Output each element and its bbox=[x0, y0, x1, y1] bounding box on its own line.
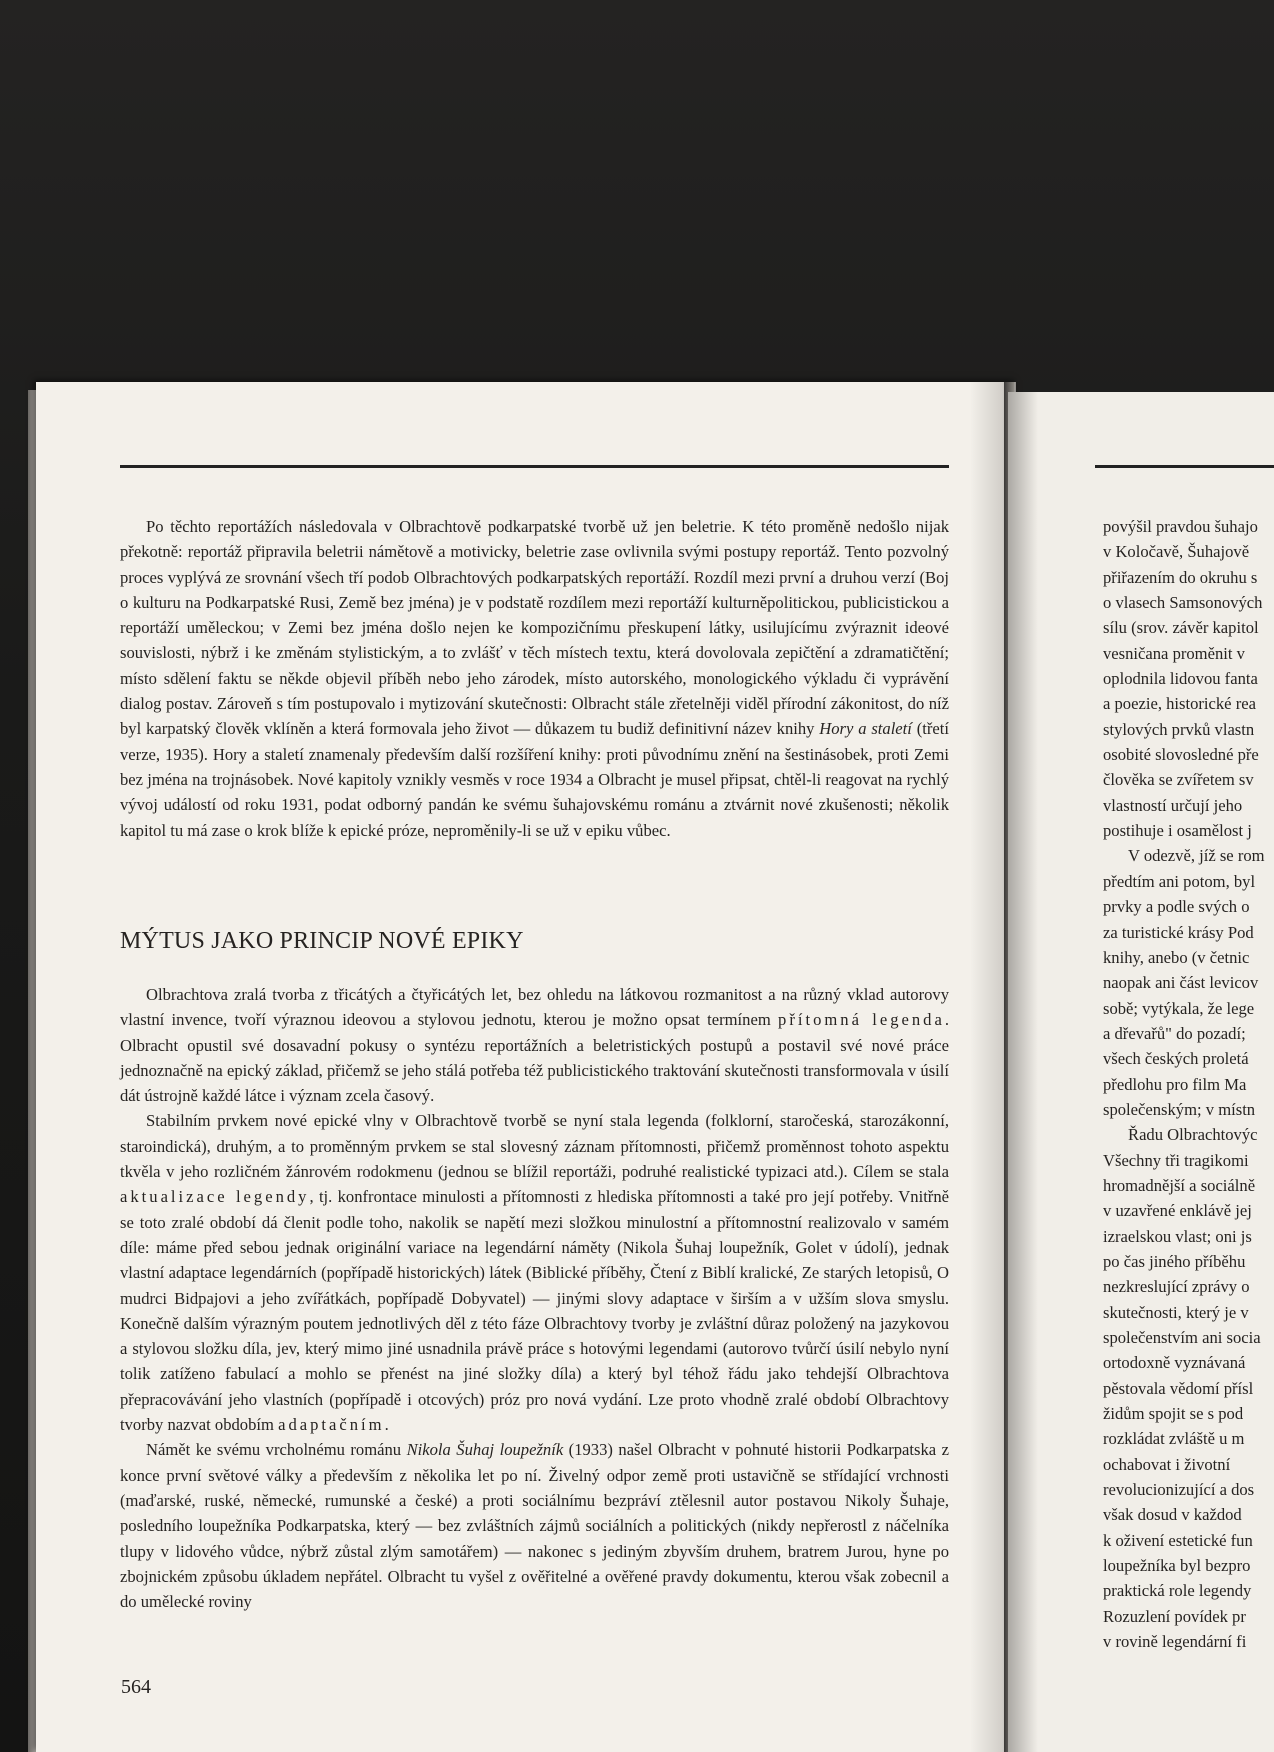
right-page-line: židům spojit se s pod bbox=[1103, 1404, 1244, 1424]
right-page-text bbox=[1103, 514, 1274, 1654]
right-page-line: skutečnosti, který je v bbox=[1103, 1302, 1249, 1322]
right-page-line: nezkreslující zprávy o bbox=[1103, 1277, 1250, 1297]
right-page-line: pěstovala vědomí přísl bbox=[1103, 1378, 1254, 1398]
right-page-line: rozkládat zvláště u m bbox=[1103, 1429, 1245, 1449]
term: adaptačním bbox=[278, 1415, 385, 1435]
intro-text bbox=[120, 514, 949, 843]
right-page-line: naopak ani část levicov bbox=[1103, 973, 1259, 993]
right-page-line: a dřevařů" do pozadí; bbox=[1103, 1023, 1246, 1043]
book-title: Hory a staletí bbox=[819, 719, 912, 739]
right-page-line: sílu (srov. závěr kapitol bbox=[1103, 618, 1259, 638]
right-page-line: v Koločavě, Šuhajově bbox=[1103, 542, 1250, 562]
right-page-line: společenstvím ani socia bbox=[1103, 1328, 1261, 1347]
right-page-line: ochabovat i životní bbox=[1103, 1454, 1231, 1474]
section-heading: MÝTUS JAKO PRINCIP NOVÉ EPIKY bbox=[120, 928, 524, 954]
right-page-line: stylových prvků vlastn bbox=[1103, 719, 1255, 739]
right-page-line: všech českých proletá bbox=[1103, 1049, 1249, 1069]
term: aktualizace legendy bbox=[120, 1187, 310, 1207]
right-page-line: oplodnila lidovou fanta bbox=[1103, 669, 1258, 689]
right-page-line: sobě; vytýkala, že lege bbox=[1103, 998, 1255, 1018]
paragraph: Olbrachtova zralá tvorba z třicátých a čtyřicátých let, bez ohledu na látkovou rozmanitost a na různý vklad autorovy vlastní invence, tvoří výraznou ideovou a stylovou jednotu, kterou je možno opsat termínem přítomná legenda. Olbracht opustil své dosavadní pokusy o syntézu reportážních a beletristických postupů a postavil své nové práce jednoznačně na epický základ, přičemž se jeho stálá potřeba též publicistického traktování skutečnosti transformovala v úsilí dát ústrojně každé látce i význam zcela časový. bbox=[120, 985, 949, 1106]
right-page-line: po čas jiného příběhu bbox=[1103, 1251, 1246, 1271]
term: přítomná legenda bbox=[778, 1010, 945, 1030]
right-page-line: v uzavřené enklávě jej bbox=[1103, 1201, 1252, 1221]
right-page-line: v rovině legendární fi bbox=[1103, 1632, 1247, 1652]
novel-title: Nikola Šuhaj loupežník bbox=[406, 1440, 564, 1460]
right-page-line: a poezie, historické rea bbox=[1103, 694, 1256, 714]
header-rule-left bbox=[120, 465, 949, 468]
right-page-line: předtím ani potom, byl bbox=[1103, 871, 1256, 891]
paragraph: Námět ke svému vrcholnému románu Nikola Šuhaj loupežník (1933) našel Olbracht v pohnuté historii Podkarpatska z konce první světové války a především z několika let po ní. Živelný odpor země proti ustavičně se střídající vrchnosti (maďarské, ruské, německé, rumunské a české) a proti sociálnímu bezpráví ztělesnil autor postavou Nikoly Šuhaje, posledního loupežníka Podkarpatska, který — bez zvláštních zájmů sociálních a politických (nikdy nepřerostl z náčelníka tlupy v lidového vůdce, nýbrž zůstal zlým samotářem) — nakonec s jediným zbyvším druhem, bratrem Jurou, hyne po zbojnickém způsobu úkladem nepřátel. Olbracht tu vyšel z ověřitelné a ověřené pravdy dokumentu, kterou však zobecnil a do umělecké roviny bbox=[120, 1440, 949, 1612]
section-text bbox=[120, 982, 949, 1614]
right-page-line: však dosud v každod bbox=[1103, 1505, 1242, 1525]
right-page-line: V odezvě, jíž se rom bbox=[1128, 846, 1265, 866]
right-page-line: k oživení estetické fun bbox=[1103, 1530, 1253, 1550]
right-page-line: za turistické krásy Pod bbox=[1103, 922, 1254, 942]
right-page-line: loupežníka byl bezpro bbox=[1103, 1556, 1251, 1576]
right-page-line: společenským; v místn bbox=[1103, 1099, 1256, 1119]
right-page-line: prvky a podle svých o bbox=[1103, 897, 1250, 917]
header-rule-right bbox=[1095, 465, 1274, 468]
paragraph: Stabilním prvkem nové epické vlny v Olbrachtově tvorbě se nyní stala legenda (folklorní, staročeská, starozákonní, staroindická), druhým, a to proměnným prvkem se stal slovesný záznam přítomnosti, přičemž proměnnost tohoto aspektu tkvěla v jeho rozličném žánrovém rodokmenu (jednou se blížil reportáži, podruhé realistické typizaci atd.). Cílem se stala aktualizace legendy, tj. konfrontace minulosti a přítomnosti z hlediska přítomnosti a také pro její potřeby. Vnitřně se toto zralé období dá členit podle toho, nakolik se napětí mezi složkou minulostní a přítomnostní realizovalo v samém díle: máme před sebou jednak originální variace na legendární náměty (Nikola Šuhaj loupežník, Golet v údolí), jednak vlastní adaptace legendárních (popřípadě historických) látek (Biblické příběhy, Čtení z Biblí kralické, Ze starých letopisů, O mudrci Bidpajovi a jeho zvířátkách, popřípadě Dobyvatel) — jinými slovy adaptace v širším a v užším slova smyslu. Konečně dalším výrazným poutem jednotlivých děl z této fáze Olbrachtovy tvorby je zvláštní důraz položený na jazykovou a stylovou složku díla, jev, který mimo jiné usnadnila právě práce s hotovými legendami (autorovo tvůrčí úsilí nebylo nyní tolik zatíženo fabulací a mohlo se přenést na jiné složky díla) a který byl téhož řádu jako tehdejší Olbrachtova přepracovávání jeho vlastních (popřípadě i otcových) próz pro nová vydání. Lze proto vhodně zralé období Olbrachtovy tvorby nazvat obdobím adaptačním. bbox=[120, 1111, 949, 1435]
right-page-line: vesničana proměnit v bbox=[1103, 643, 1245, 663]
right-page-line: povýšil pravdou šuhajo bbox=[1103, 517, 1258, 536]
right-page-line: knihy, anebo (v četnic bbox=[1103, 947, 1250, 967]
right-page-line: přiřazením do okruhu s bbox=[1103, 567, 1258, 587]
right-page-line: Rozuzlení povídek pr bbox=[1103, 1606, 1246, 1626]
right-page-line: praktická role legendy bbox=[1103, 1581, 1252, 1601]
paragraph: Po těchto reportážích následovala v Olbrachtově podkarpatské tvorbě už jen beletrie. K této proměně nedošlo nijak překotně: reportáž připravila beletrii námětově a motivicky, beletrie zase ovlivnila svými postupy reportáž. Tento pozvolný proces vyplývá ze srovnání všech tří podob Olbrachtových podkarpatských reportáží. Rozdíl mezi první a druhou verzí (Boj o kulturu na Podkarpatské Rusi, Země bez jména) je v podstatě rozdílem mezi reportáží kulturněpolitickou, publicistickou a reportáží uměleckou; v Zemi bez jména došlo nejen ke kompozičnímu přeskupení látky, usilujícímu zvýraznit ideové souvislosti, nýbrž i ke změnám stylistickým, a to zvlášť v těch místech textu, která dovolovala zepičtění a zdramatičtění; místo sdělení faktu se někde objevil příběh nebo jeho zárodek, místo autorského, monologického výkladu či vyprávění dialog postav. Zároveň s tím postupovalo i mytizování skutečnosti: Olbracht stále zřetelněji viděl přírodní zákonitost, do níž byl karpatský člověk vklíněn a která formovala jeho život — důkazem tu budiž definitivní název knihy Hory a staletí (třetí verze, 1935). Hory a staletí znamenaly především další rozšíření knihy: proti původnímu znění na šestinásobek, proti Zemi bez jména na trojnásobek. Nové kapitoly vznikly vesměs v roce 1934 a Olbracht je musel připsat, chtěl-li reagovat na rychlý vývoj událostí od roku 1931, podat odborný pandán ke svému šuhajovskému románu a ztvárnit nové zkušenosti; několik kapitol tu má zase o krok blíže k epické próze, neproměnily-li se už v epiku vůbec. bbox=[120, 517, 949, 840]
right-page-line: vlastností určují jeho bbox=[1103, 795, 1243, 815]
right-page-line: postihuje i osamělost j bbox=[1103, 821, 1252, 841]
right-page-line: o vlasech Samsonových bbox=[1103, 593, 1263, 613]
right-page-line: Řadu Olbrachtovýc bbox=[1128, 1125, 1258, 1145]
page-number: 564 bbox=[121, 1676, 151, 1698]
right-page-line: izraelskou vlast; oni js bbox=[1103, 1226, 1252, 1246]
right-page-line: revolucionizující a dos bbox=[1103, 1480, 1255, 1500]
right-page-line: osobité slovosledné pře bbox=[1103, 745, 1259, 765]
right-page-line: ortodoxně vyznávaná bbox=[1103, 1353, 1246, 1373]
right-page-line: předlohu pro film Ma bbox=[1103, 1074, 1247, 1094]
right-page-line: člověka se zvířetem sv bbox=[1103, 770, 1254, 790]
right-page-line: hromadnější a sociálně bbox=[1103, 1175, 1256, 1195]
right-page-line: Všechny tři tragikomi bbox=[1103, 1150, 1249, 1170]
